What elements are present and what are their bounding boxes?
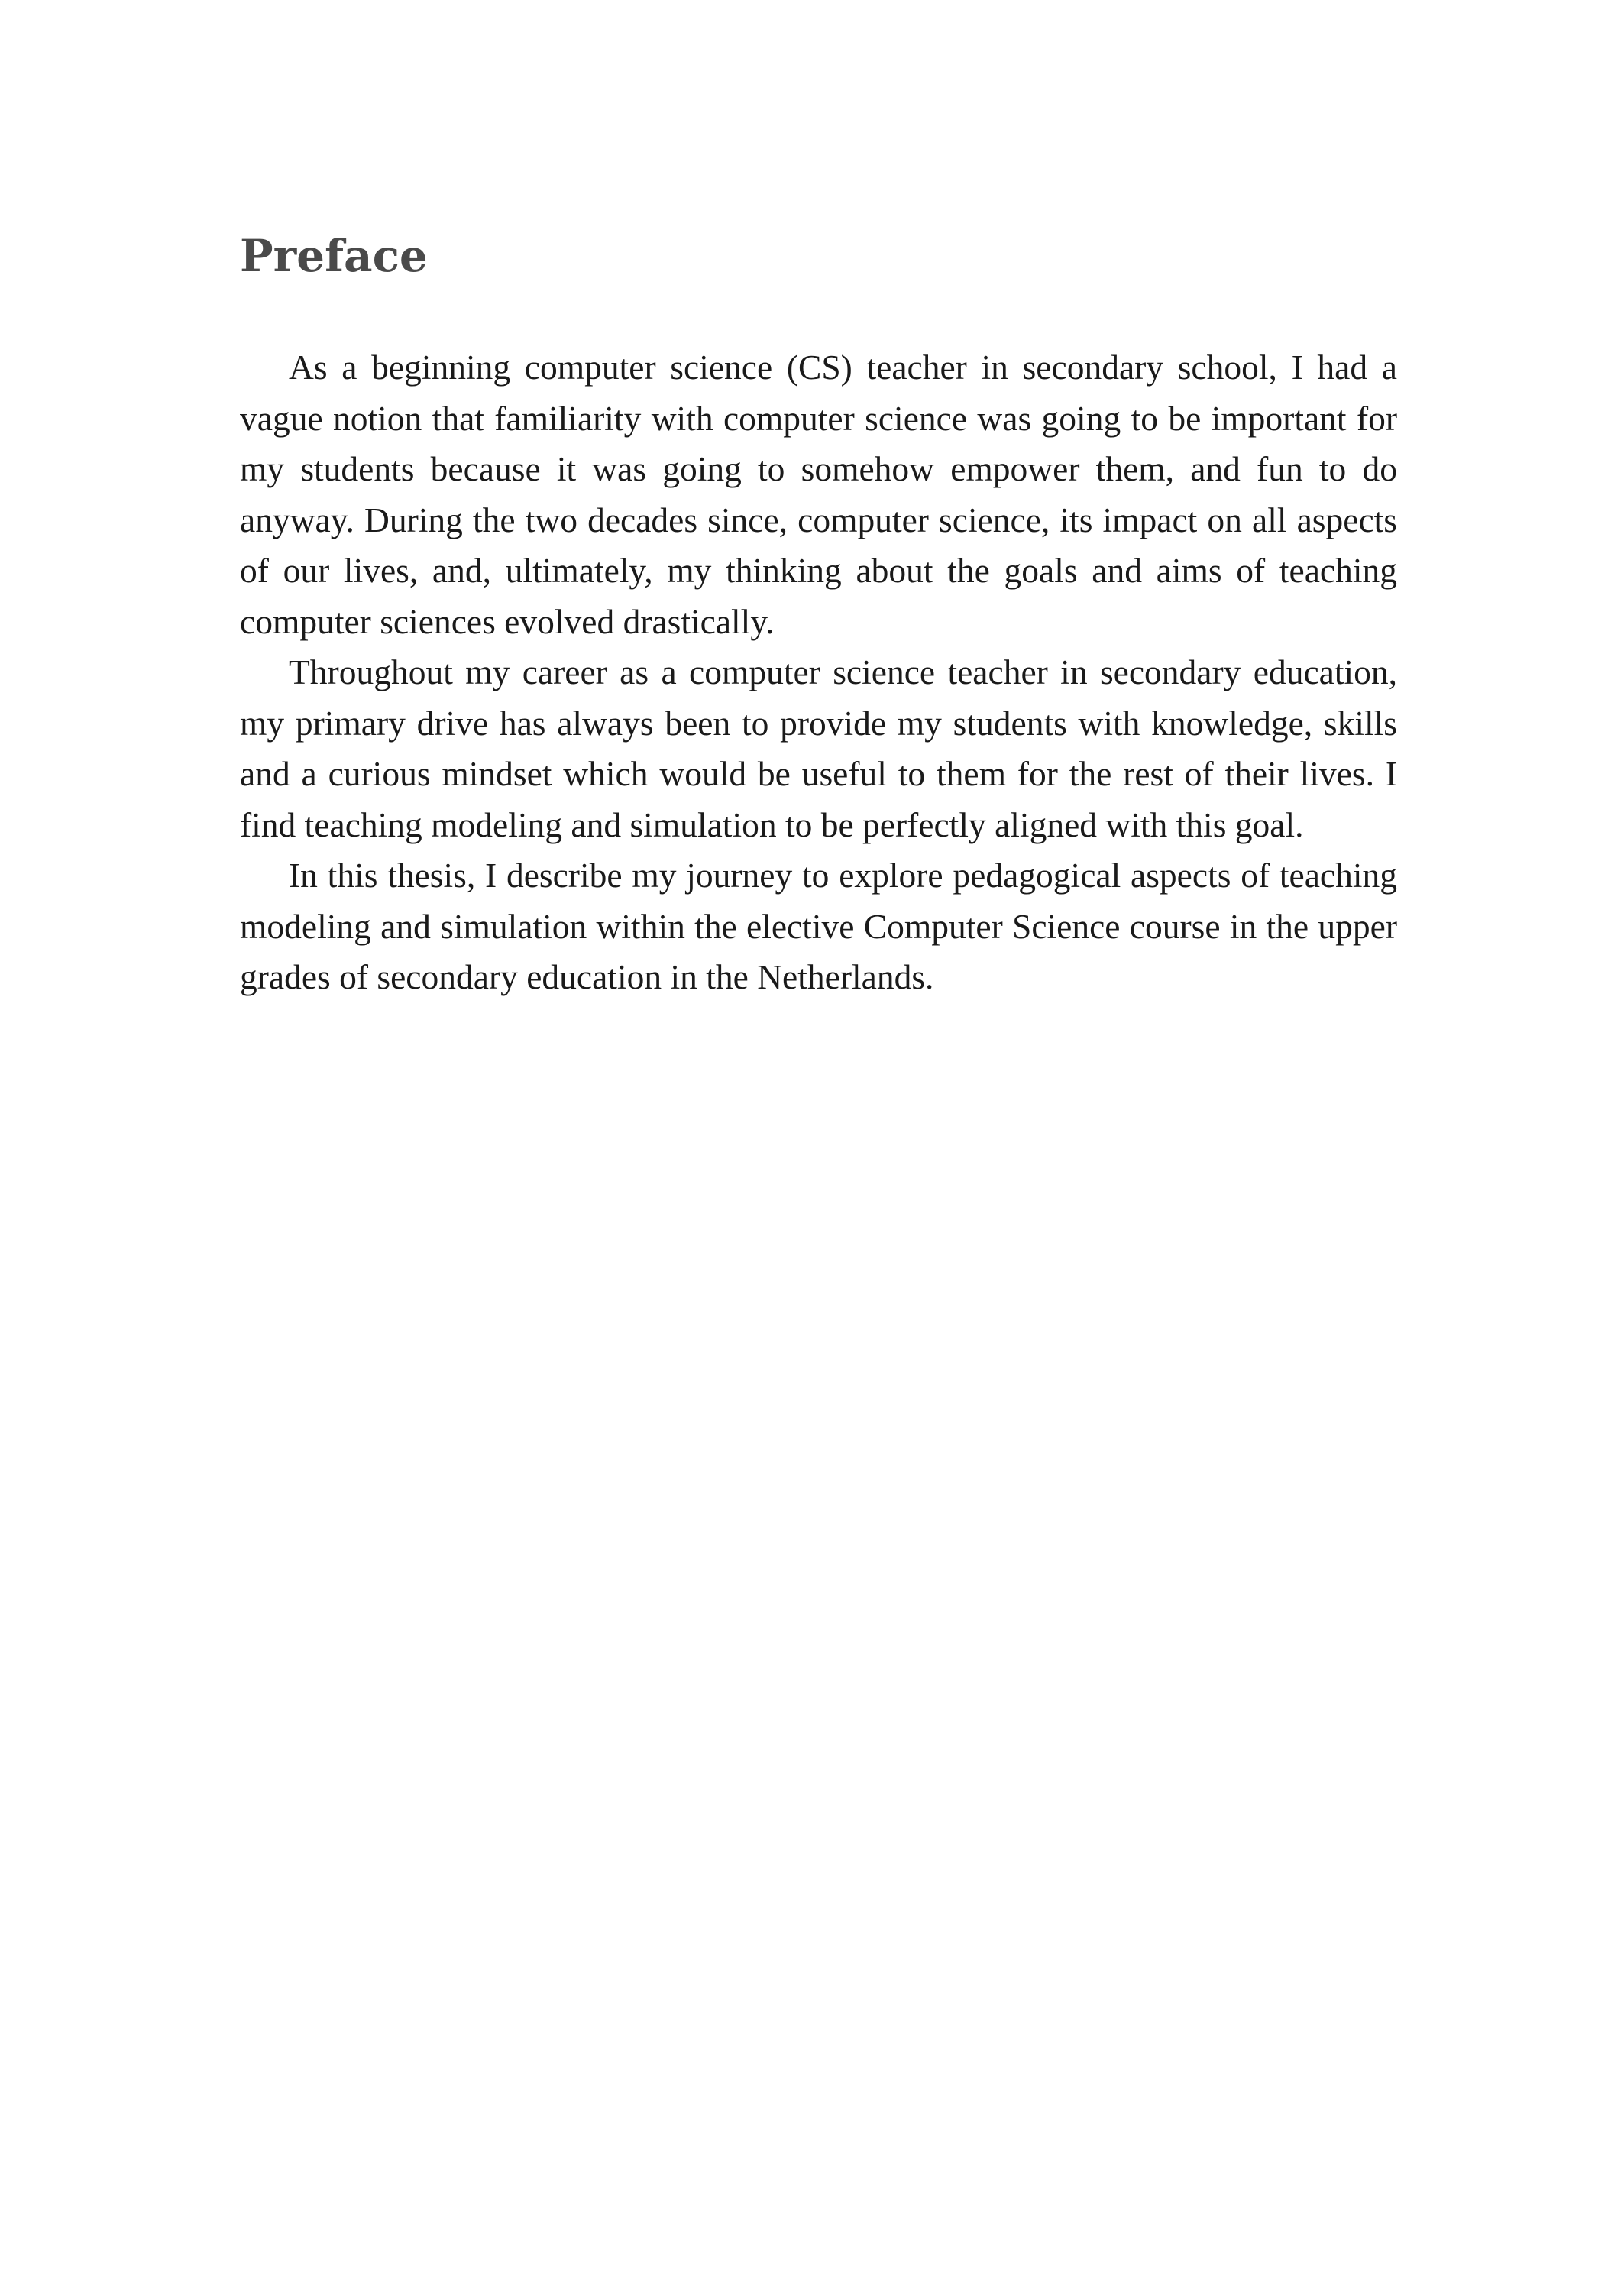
paragraph-2: Throughout my career as a computer science teacher in secondary education, my primary drive has always been to provide my students with knowledge, skills and a curious mindset which would be useful to them for the rest of their lives. I find teaching modeling and simulation to be perfectly aligned with this goal. [240, 652, 1397, 844]
paragraph-1: As a beginning computer science (CS) teacher in secondary school, I had a vague notion that familiarity with computer science was going to be important for my students because it was going to somehow empower them, and fun to do anyway. During the two decades since, computer science, its impact on all aspects of our lives, and, ultimately, my thinking about the goals and aims of teaching computer sciences evolved drastically. [240, 348, 1397, 641]
paragraph-3: In this thesis, I describe my journey to explore pedagogical aspects of teaching modeling and simulation within the elective Computer Science course in the upper grades of secondary education in the Netherlands. [240, 856, 1397, 996]
preface-body [240, 342, 1397, 1003]
page-title: Preface [240, 230, 428, 282]
page-content [240, 229, 1397, 1003]
